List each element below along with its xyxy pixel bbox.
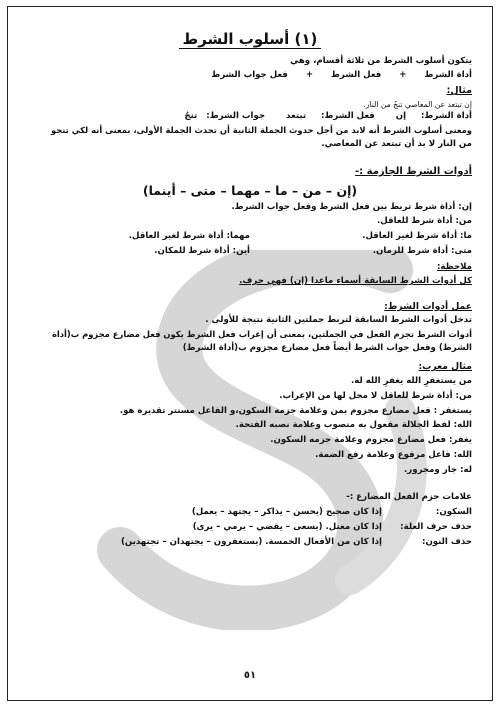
parts-line: أداة الشرط + فعل الشرط + فعل جواب الشرط: [211, 70, 472, 80]
work-line-3: الشرط) وفعل جواب الشرط أيضاً فعل مضارع مجزوم ب(أداة الشرط): [182, 343, 472, 353]
signs-text-sukoon: إذا كان صحيح (يحسن – يذاكر – يجتهد – يعمل): [191, 507, 382, 517]
parsed-line-6: له: جار ومجرور.: [404, 465, 472, 475]
meaning-line-2: من النار لا بد أن تبتعد عن المعاصي.: [321, 139, 472, 149]
tools-heading: أدوات الشرط الجازمة :-: [355, 166, 472, 177]
ayna-definition: أين: أداة شرط للمكان.: [154, 246, 250, 256]
work-line-2: أدوات الشرط تجزم الفعل في الجملتين، بمعنى أن إعراب فعل الشرط يكون فعل مضارع مجزوم ب(أداة: [51, 329, 472, 339]
man-definition: من: أداة شرط للعاقل.: [377, 216, 472, 226]
signs-text-noon: إذا كان من الأفعال الخمسة. (يستغفرون – يجتهدان – تجتهدين): [120, 537, 382, 547]
parsed-example-heading: مثال معرب:: [418, 361, 472, 372]
in-definition: إن: أداة شرط تربط بين فعل الشرط وفعل جواب الشرط.: [231, 202, 472, 212]
parsed-line-2: يستغفر : فعل مضارع مجزوم بمن وعلامة جزمه السكون،و الفاعل مستتر تقديره هو.: [119, 406, 472, 416]
signs-label-noon: حذف النون:: [422, 537, 472, 547]
parsed-line-4: يغفر: فعل مضارع مجزوم وعلامة جزمه السكون.: [270, 435, 472, 445]
signs-heading: علامات جزم الفعل المضارع :-: [346, 492, 472, 502]
page-number: ٥١: [243, 670, 257, 681]
work-heading: عمل أدوات الشرط:: [384, 301, 472, 312]
ma-definition: ما: أداة شرط لغير العاقل.: [362, 231, 472, 241]
example-heading: مثال:: [446, 85, 472, 96]
example-breakdown: أداة الشرط: إن فعل الشرط: تبتعد جواب الشرط: تنجُ: [184, 111, 472, 121]
note-heading: ملاحظة:: [436, 262, 472, 272]
intro-line: يتكون أسلوب الشرط من ثلاثة أقسام، وهي: [290, 56, 472, 66]
meaning-line-1: ومعنى أسلوب الشرط أنه لابد من أجل حدوث الجملة الثانية أن تحدث الجملة الأولى، بمعنى أنه لكي تنجو: [50, 125, 472, 135]
tools-list: (إن – من – ما – مهما – متى – أينما): [142, 183, 358, 198]
parsed-sentence: من يستغفرِ الله يغفرِ الله له.: [351, 376, 472, 386]
signs-label-sukoon: السكون:: [435, 507, 472, 517]
page-title: (١) أسلوب الشرط: [0, 30, 500, 48]
note-text: كل أدوات الشرط السابقة أسماء ماعدا (إن) فهي حرف.: [239, 276, 472, 286]
work-line-1: تدخل أدوات الشرط السابقة لتربط جملتين الثانية نتيجة للأولى .: [205, 315, 472, 325]
parsed-line-3: الله: لفظ الجلالة مفعول به منصوب وعلامة نصبه الفتحة.: [235, 420, 472, 430]
signs-text-illa: إذا كان معتل. (يسعى – يقضي – يرمي – يرى): [192, 522, 382, 532]
parsed-line-5: الله: فاعل مرفوع وعلامة رفع الضمة.: [315, 450, 472, 460]
example-sentence: إن تبتعد عن المعاصي تنجُ من النار.: [363, 100, 472, 109]
signs-label-illa: حذف حرف العلة:: [400, 522, 472, 532]
mata-definition: متى: أداة شرط للزمان.: [372, 246, 472, 256]
mahma-definition: مهما: أداة شرط لغير العاقل.: [128, 231, 250, 241]
parsed-line-1: من: أداة شرط للعاقل لا محل لها من الإعراب.: [279, 391, 472, 401]
